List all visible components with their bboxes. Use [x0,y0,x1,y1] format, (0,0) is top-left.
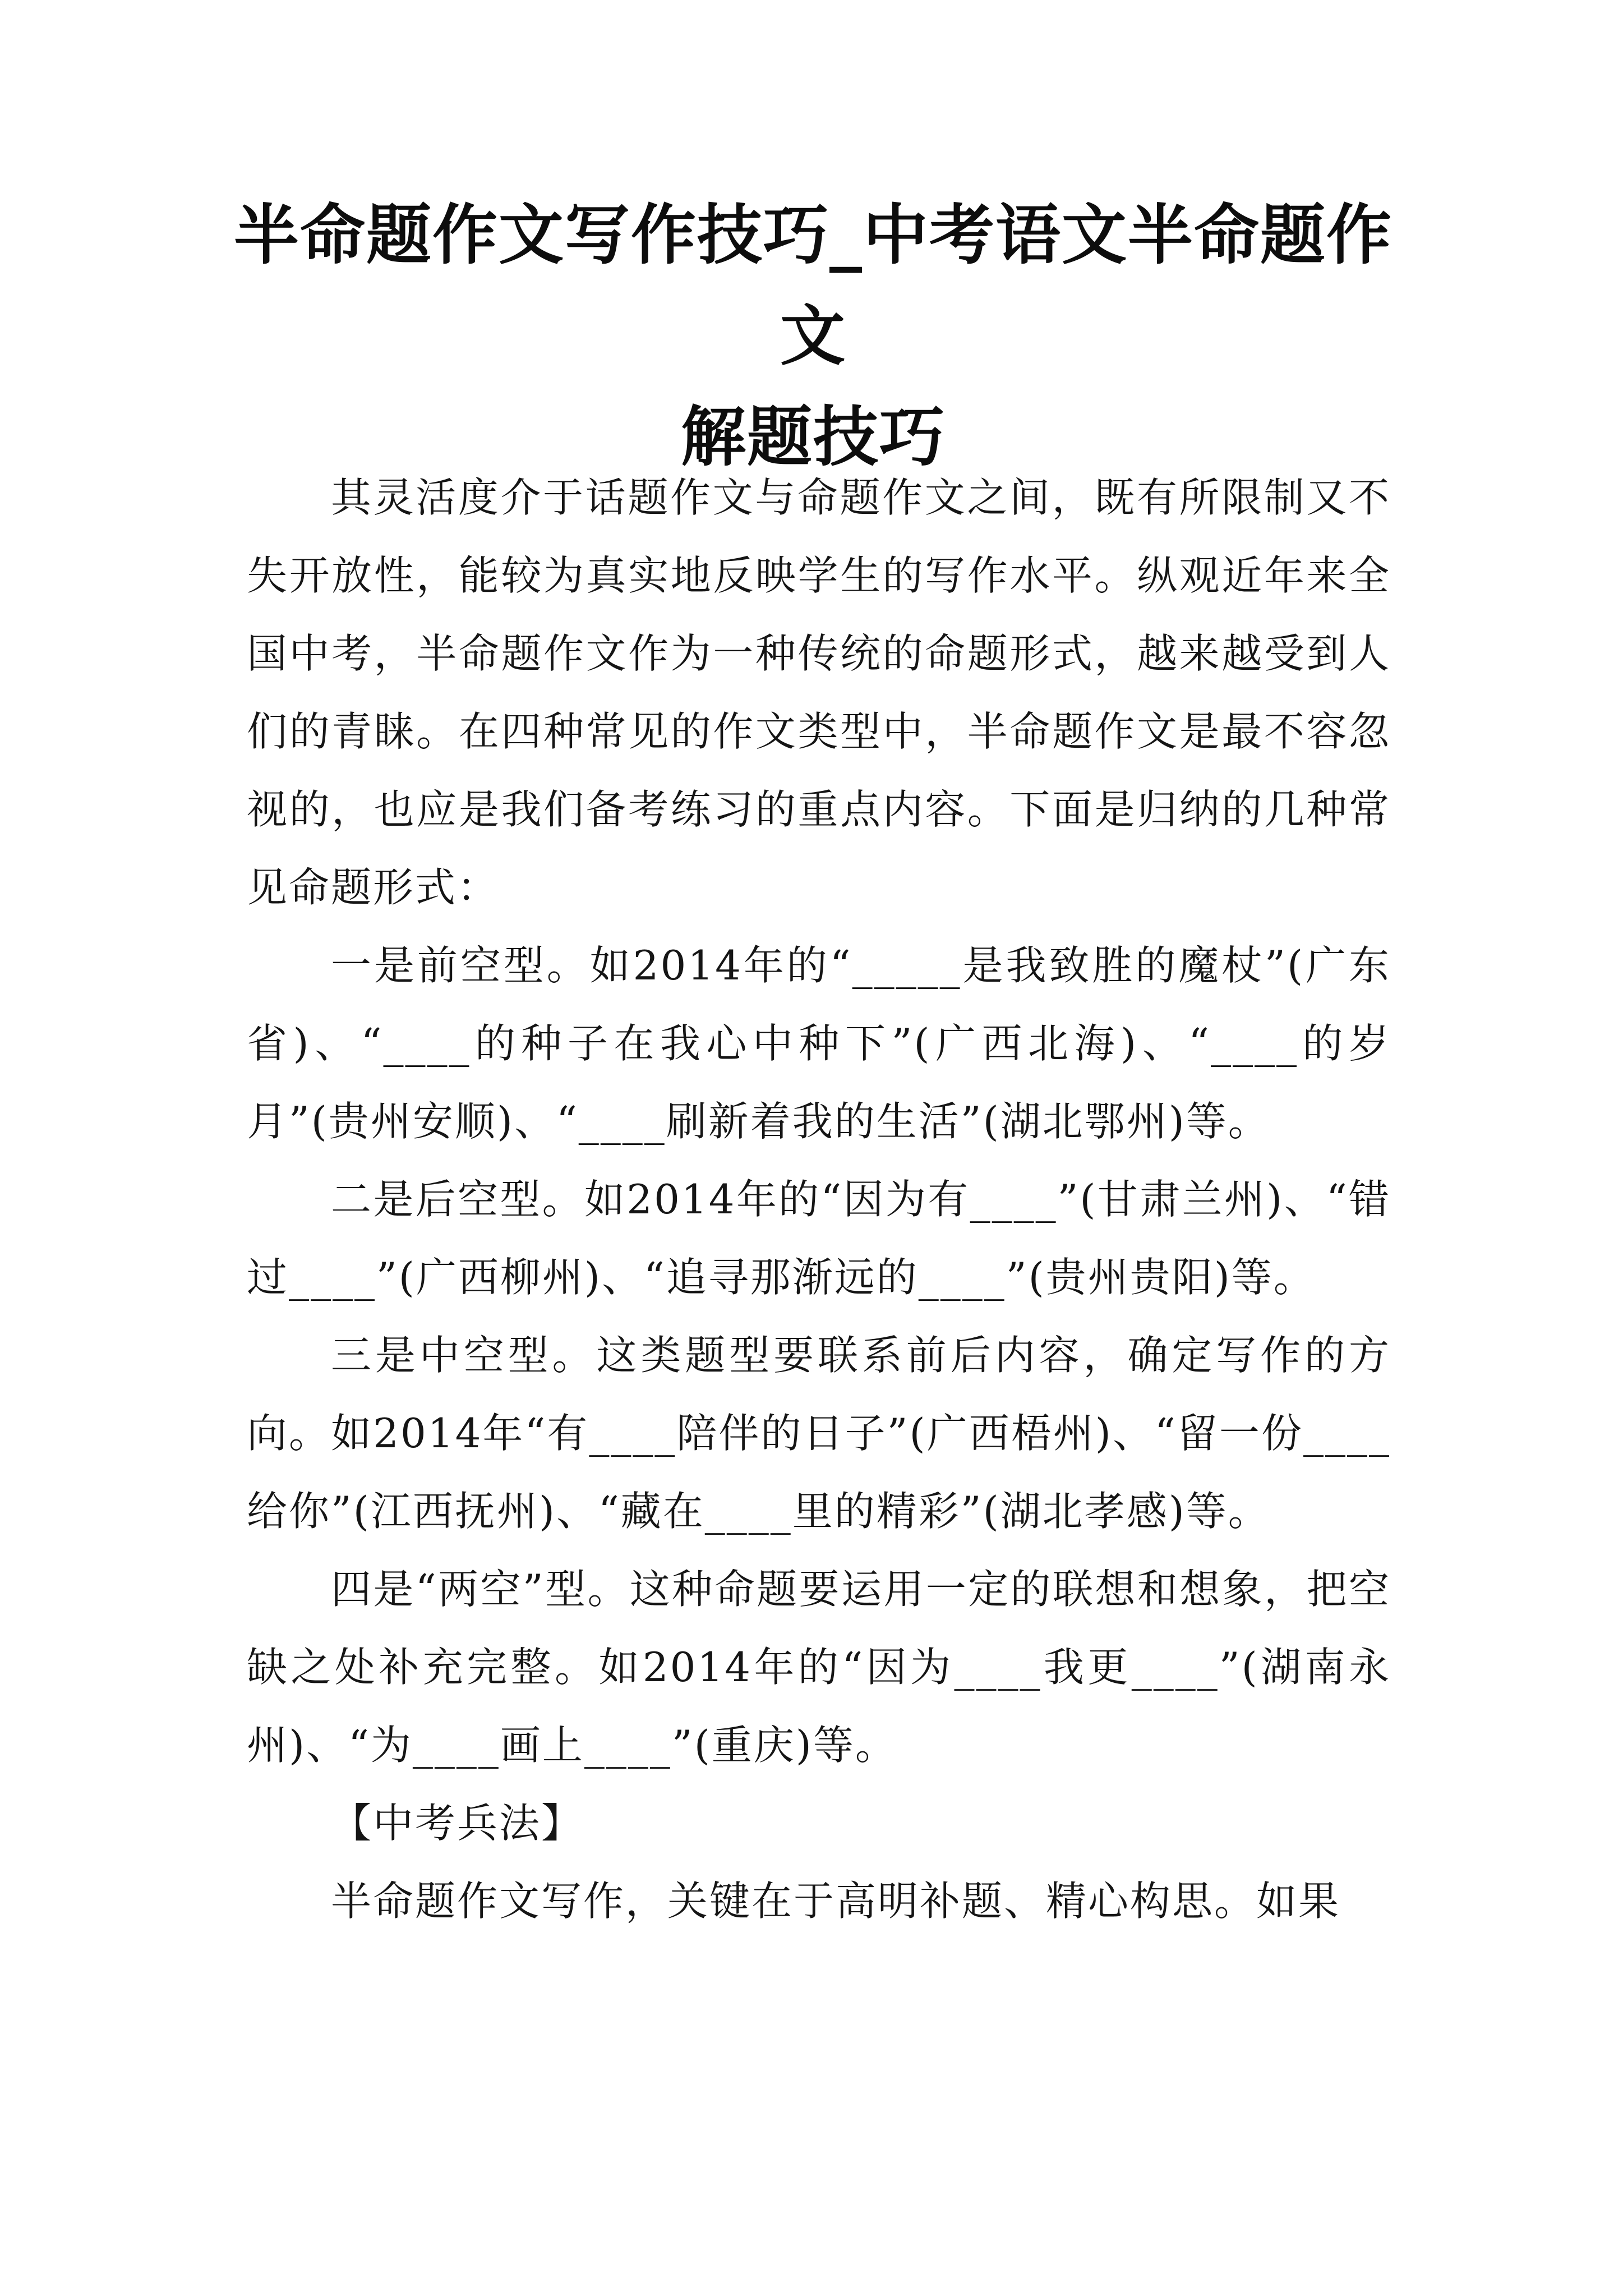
section-heading: 【中考兵法】 [331,1800,584,1847]
paragraph-type-middle-blank: 三是中空型。这类题型要联系前后内容，确定写作的方向。如2014年“有____陪伴的日子”(广西梧州)、“留一份____给你”(江西抚州)、“藏在____里的精彩”(湖北孝感)等。 [247,1332,1391,1535]
document-body [247,459,1391,1940]
paragraph-type-front-blank: 一是前空型。如2014年的“_____是我致胜的魔杖”(广东省)、“____的种子在我心中种下”(广西北海)、“____的岁月”(贵州安顺)、“____刷新着我的生活”(湖北鄂州)等。 [247,942,1391,1145]
document-title [213,185,1413,488]
paragraph-intro: 其灵活度介于话题作文与命题作文之间，既有所限制又不失开放性，能较为真实地反映学生的写作水平。纵观近年来全国中考，半命题作文作为一种传统的命题形式，越来越受到人们的青睐。在四种常见的作文类型中，半命题作文是最不容忽视的，也应是我们备考练习的重点内容。下面是归纳的几种常见命题形式： [247,474,1391,911]
paragraph-type-two-blanks: 四是“两空”型。这种命题要运用一定的联想和想象，把空缺之处补充完整。如2014年的“因为____我更____”(湖南永州)、“为____画上____”(重庆)等。 [247,1566,1391,1769]
paragraph-type-back-blank: 二是后空型。如2014年的“因为有____”(甘肃兰州)、“错过____”(广西柳州)、“追寻那渐远的____”(贵州贵阳)等。 [247,1176,1391,1301]
paragraph-writing-tips: 半命题作文写作，关键在于高明补题、精心构思。如果 [331,1878,1341,1925]
title-line-1: 半命题作文写作技巧_中考语文半命题作文 [234,197,1393,374]
title-line-2: 解题技巧 [681,399,946,475]
